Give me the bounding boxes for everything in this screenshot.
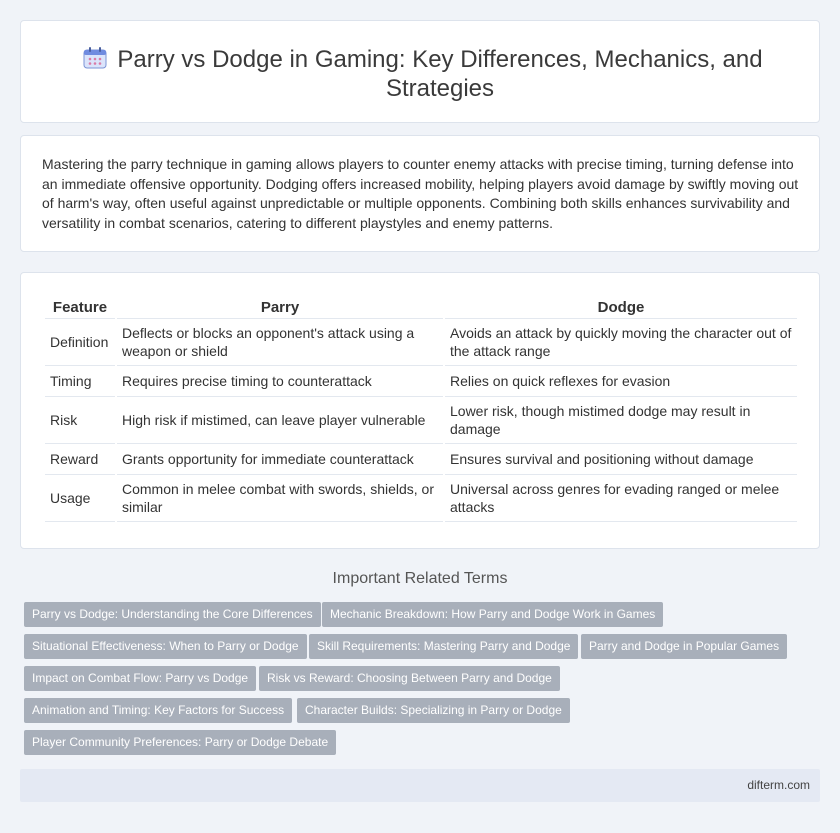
row-dodge: Relies on quick reflexes for evasion: [445, 366, 797, 397]
related-tag[interactable]: Impact on Combat Flow: Parry vs Dodge: [24, 666, 256, 691]
row-parry: Deflects or blocks an opponent's attack using a weapon or shield: [117, 319, 443, 366]
header-parry: Parry: [117, 295, 443, 319]
table-row: [45, 397, 797, 444]
row-parry: Grants opportunity for immediate counterattack: [117, 444, 443, 475]
row-dodge: Lower risk, though mistimed dodge may result in damage: [445, 397, 797, 444]
related-tag[interactable]: Player Community Preferences: Parry or Dodge Debate: [24, 730, 336, 755]
row-feature: Definition: [45, 319, 115, 366]
header-feature: Feature: [45, 295, 115, 319]
related-terms-heading: Important Related Terms: [332, 570, 508, 587]
footer: [20, 769, 820, 802]
row-parry: High risk if mistimed, can leave player vulnerable: [117, 397, 443, 444]
related-tag[interactable]: Situational Effectiveness: When to Parry or Dodge: [24, 634, 307, 659]
row-parry: Common in melee combat with swords, shields, or similar: [117, 475, 443, 522]
related-tag[interactable]: Parry vs Dodge: Understanding the Core Differences: [24, 602, 321, 627]
row-feature: Reward: [45, 444, 115, 475]
related-tag[interactable]: Risk vs Reward: Choosing Between Parry and Dodge: [259, 666, 560, 691]
related-tag[interactable]: Mechanic Breakdown: How Parry and Dodge Work in Games: [322, 602, 663, 627]
row-dodge: Ensures survival and positioning without damage: [445, 444, 797, 475]
related-tag[interactable]: Character Builds: Specializing in Parry or Dodge: [297, 698, 570, 723]
table-row: [45, 319, 797, 366]
row-feature: Usage: [45, 475, 115, 522]
intro-paragraph: Mastering the parry technique in gaming allows players to counter enemy attacks with precise timing, turning defense into an immediate offensive opportunity. Dodging offers increased mobility, helping players avoid damage by swiftly moving out of harm's way, often useful against unpredictable or multiple opponents. Combining both skills enhances survivability and versatility in combat scenarios, catering to different playstyles and enemy patterns.: [42, 156, 799, 231]
comparison-table: [43, 295, 799, 522]
table-row: [45, 366, 797, 397]
row-dodge: Universal across genres for evading ranged or melee attacks: [445, 475, 797, 522]
related-tag[interactable]: Skill Requirements: Mastering Parry and Dodge: [309, 634, 578, 659]
comparison-card: [20, 272, 820, 549]
title-card: [20, 20, 820, 123]
table-row: [45, 475, 797, 522]
page-title: Parry vs Dodge in Gaming: Key Differences, Mechanics, and Strategies: [117, 46, 763, 102]
row-dodge: Avoids an attack by quickly moving the character out of the attack range: [445, 319, 797, 366]
row-feature: Timing: [45, 366, 115, 397]
related-tag[interactable]: Animation and Timing: Key Factors for Success: [24, 698, 292, 723]
header-dodge: Dodge: [445, 295, 797, 319]
related-tag[interactable]: Parry and Dodge in Popular Games: [581, 634, 787, 659]
table-row: [45, 444, 797, 475]
row-parry: Requires precise timing to counterattack: [117, 366, 443, 397]
row-feature: Risk: [45, 397, 115, 444]
intro-card: [20, 135, 820, 252]
table-header-row: [45, 295, 797, 319]
footer-site-link[interactable]: difterm.com: [747, 778, 810, 792]
